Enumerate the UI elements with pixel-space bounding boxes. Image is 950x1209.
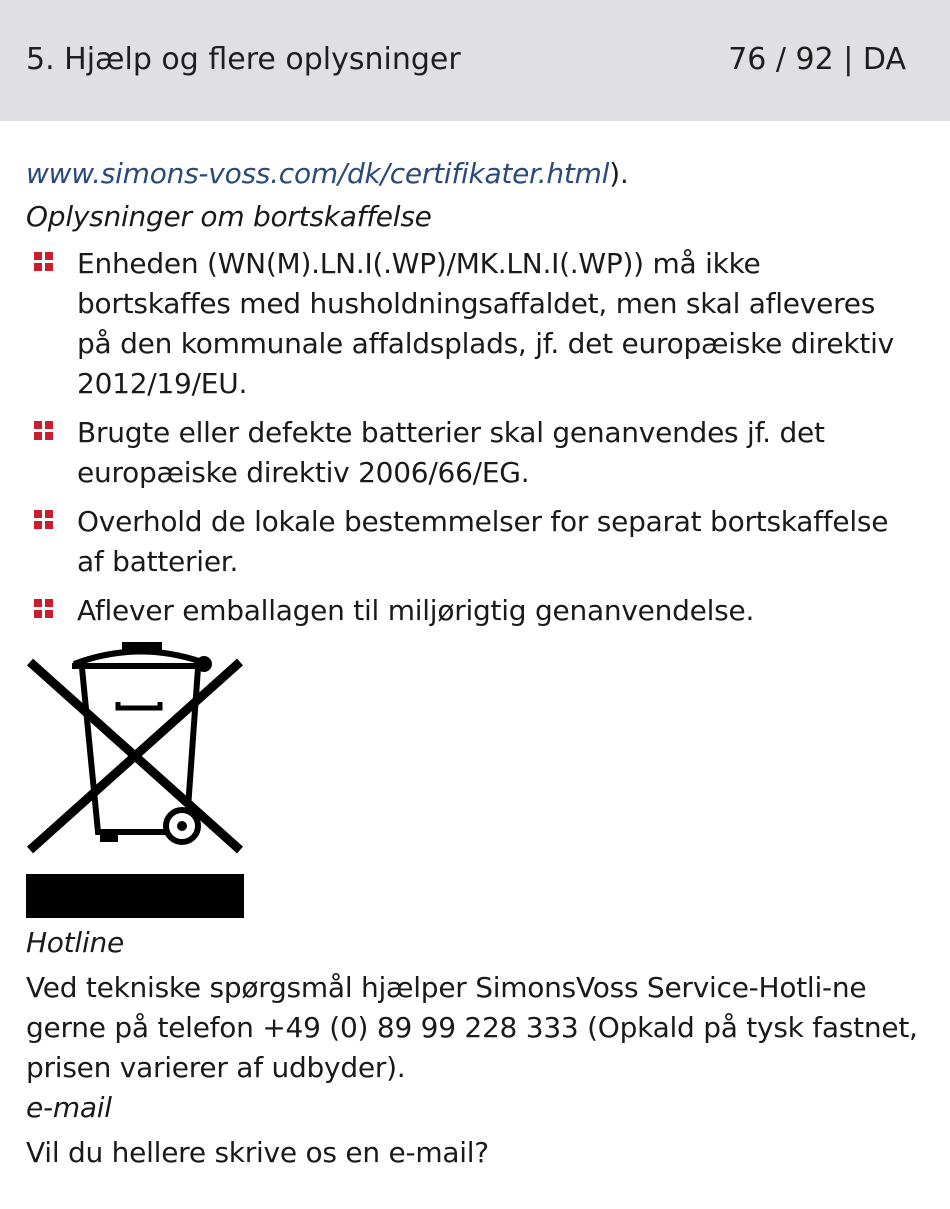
hotline-heading: Hotline [26,926,124,959]
section-title: 5. Hjælp og flere oplysninger [26,42,461,77]
crossed-out-wheelie-bin-icon [26,640,244,918]
red-square-bullet-icon [34,252,54,272]
list-item-text: Brugte eller defekte batterier skal genanvendes jf. det europæiske direktiv 2006/66/EG. [77,416,825,489]
red-square-bullet-icon [34,599,54,619]
link-tail: ). [609,157,629,190]
disposal-heading: Oplysninger om bortskaffelse [26,200,432,233]
page-info: 76 / 92 | DA [728,42,906,77]
list-item-text: Enheden (WN(M).LN.I(.WP)/MK.LN.I(.WP)) må ikke bortskaffes med husholdningsaffaldet, men skal afleveres på den kommunale affaldsplads, jf. det europæiske direktiv 2012/19/EU. [77,247,894,400]
list-item [26,413,916,493]
list-item-text: Overhold de lokale bestemmelser for separat bortskaffelse af batterier. [77,505,889,578]
list-item [26,244,916,404]
list-item-text: Aflever emballagen til miljørigtig genanvendelse. [77,594,755,627]
email-heading: e-mail [26,1091,112,1124]
disposal-list [26,244,916,631]
page-header [0,0,950,121]
certificate-link[interactable]: www.simons-voss.com/dk/certifikater.html [26,157,610,190]
contact-section [26,923,926,1173]
list-item [26,502,916,582]
main-content [26,152,916,640]
list-item [26,591,916,631]
red-square-bullet-icon [34,421,54,441]
red-square-bullet-icon [34,510,54,530]
hotline-text: Ved tekniske spørgsmål hjælper SimonsVoss Service-Hotli-ne gerne på telefon +49 (0) 89 99 228 333 (Opkald på tysk fastnet, prisen varierer af udbyder). [26,971,918,1084]
certificate-link-line [26,152,916,196]
email-text: Vil du hellere skrive os en e-mail? [26,1136,489,1169]
